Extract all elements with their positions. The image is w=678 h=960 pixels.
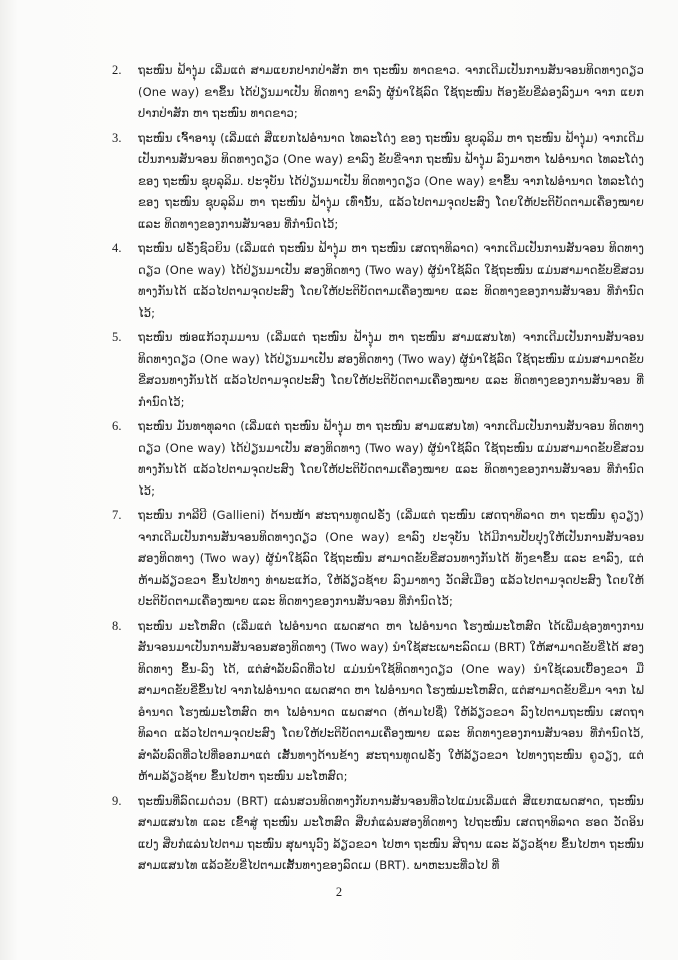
item-text: ຖະໜົນ ຝຣັ່ງຊົວຍິນ (ເລີ່ມແຕ່ ຖະໜົນ ຟ້າງຸ່ມ ຫາ ຖະໜົນ ເສດຖາທິລາດ) ຈາກເດີມເປັນການສັນຈອນ ທິດທາງດຽວ (One way) ໄດ້ປ່ຽນມາເປັນ ສອງທິດທາງ (Two way) ຜູ້ນຳໃຊ້ລົດ ໃຊ້ຖະໜົນ ແມ່ນສາມາດຂັບຂີ່ສວນທາງກັນໄດ້ ແລ້ວໄປຕາມຈຸດປະສົງ ໂດຍໃຫ້ປະຕິບັດຕາມເຄື່ອງໝາຍ ແລະ ທິດທາງຂອງການສັນຈອນ ທີ່ກຳນົດໄວ້; (138, 241, 644, 320)
list-item (112, 128, 644, 236)
numbered-list (112, 60, 644, 880)
item-text: ຖະໜົນ ເຈົ້າອານຸ (ເລີ່ມແຕ່ ສີ່ແຍກໄຟອຳນາດ ໄທລະໂດ່ງ ຂອງ ຖະໜົນ ຊຸບລຸລິມ ຫາ ຖະໜົນ ຟ້າງຸ່ມ) ຈາກເດີມເປັນການສັນຈອນ ທິດທາງດຽວ (One way) ຂາລົງ ຂັບຂີ່ຈາກ ຖະໜົນ ຟ້າງຸ່ມ ລົງມາຫາ ໄຟອຳນາດ ໄທລະໂດ່ງ ຂອງ ຖະໜົນ ຊຸບລຸລິມ. ປະຈຸບັນ ໄດ້ປ່ຽນມາເປັນ ທິດທາງດຽວ (One way) ຂາຂຶ້ນ ຈາກໄຟອຳນາດ ໄທລະໂດ່ງ ຂອງ ຖະໜົນ ຊຸບລຸລິມ ຫາ ຖະໜົນ ຟ້າງຸ່ມ ເທົ່ານັ້ນ, ແລ້ວໄປຕາມຈຸດປະສົງ ໂດຍໃຫ້ປະຕິບັດຕາມເຄື່ອງໝາຍ ແລະ ທິດທາງຂອງການສັນຈອນ ທີ່ກຳນົດໄວ້; (138, 130, 644, 231)
page-number: 2 (335, 885, 343, 899)
item-number: 9. (112, 793, 122, 808)
item-text: ຖະໜົນ ໜ່ອແກ້ວກຸມມານ (ເລີ່ມແຕ່ ຖະໜົນ ຟ້າງຸ່ມ ຫາ ຖະໜົນ ສາມແສນໄທ) ຈາກເດີມເປັນການສັນຈອນ ທິດທາງດຽວ (One way) ໄດ້ປ່ຽນມາເປັນ ສອງທິດທາງ (Two way) ຜູ້ນຳໃຊ້ລົດ ໃຊ້ຖະໜົນ ແມ່ນສາມາດຂັບຂີ່ສວນທາງກັນໄດ້ ແລ້ວໄປຕາມຈຸດປະສົງ ໂດຍໃຫ້ປະຕິບັດຕາມເຄື່ອງໝາຍ ແລະ ທິດທາງຂອງການສັນຈອນ ທີ່ກຳນົດໄວ້; (138, 330, 644, 409)
item-text: ຖະໜົນທີ່ລົດເມດ່ວນ (BRT) ແລ່ນສວນທິດທາງກັບການສັນຈອນທີ່ວໄປແມ່ນເລີ່ມແຕ່ ສີ່ແຍກແພດສາດ, ຖະໜົນ ສາມແສນໄທ ແລະ ເຂົ້າສູ່ ຖະໜົນ ມະໂຫສົດ ສີ່ບກໍແລ່ນສອງທິດທາງ ໄປຖະໜົນ ເສດຖາທິລາດ ຮອດ ວັດອິນແປງ ສີ່ບກໍແລ່ນໄປຕາມ ຖະໜົນ ສຸພານຸວົງ ລ້ຽວຂວາ ໄປຫາ ຖະໜົນ ສີຖານ ແລະ ລ້ຽວຊ້າຍ ຂຶ້ນໄປຫາ ຖະໜົນ ສາມແສນໄທ ແລ້ວຂັບຂີ່ໄປຕາມເສັ້ນທາງຂອງລົດເມ (BRT). ພາຫະນະທີ່ວໄປ ທີ່ (138, 793, 644, 872)
item-number: 5. (112, 330, 122, 344)
list-item (112, 60, 644, 125)
item-text: ຖະໜົນ ມະໂຫສົດ (ເລີ່ມແຕ່ ໄຟອຳນາດ ແພດສາດ ຫາ ໄຟອຳນາດ ໂຮງໝໍມະໂຫສົດ ໄດ້ເພີ່ມຊ່ອງທາງການສັນຈອນມາເປັນການສັນຈອນສອງທິດທາງ (Two way) ນຳໃຊ້ສະເພາະລົດເມ (BRT) ໃຫ້ສາມາດຂັບຂີ່ໄດ້ ສອງທິດທາງ ຂຶ້ນ-ລົງ ໄດ້, ແຕ່ສຳລັບລົດທີ່ວໄປ ແມ່ນນຳໃຊ້ທິດທາງດຽວ (One way) ນຳໃຊ້ເລນເບື້ອງຂວາ ມື ສາມາດຂັບຂີ່ຂຶ້ນໄປ ຈາກໄຟອຳນາດ ແພດສາດ ຫາ ໄຟອຳນາດ ໂຮງໝໍມະໂຫສົດ, ແຕ່ສາມາດຂັບຂີ່ມາ ຈາກ ໄຟອຳນາດ ໂຮງໝໍມະໂຫສົດ ຫາ ໄຟອຳນາດ ແພດສາດ (ຫ້າມໄປຊື່) ໃຫ້ລ້ຽວຂວາ ລົງໄປຕາມຖະໜົນ ເສດຖາທິລາດ ແລ້ວໄປຕາມຈຸດປະສົງ ໂດຍໃຫ້ປະຕິບັດຕາມເຄື່ອງໝາຍ ແລະ ທິດທາງຂອງການສັນຈອນ ທີ່ກຳນົດໄວ້, ສຳລັບລົດທີ່ວໄປທີ່ອອກມາແຕ່ ເສັ້ນທາງດ້ານຂ້າງ ສະຖານທູດຝຣັ່ງ ໃຫ້ລ້ຽວຂວາ ໄປທາງຖະໜົນ ຄູວຽງ, ແຕ່ ຫ້າມລ້ຽວຊ້າຍ ຂຶ້ນໄປຫາ ຖະໜົນ ມະໂຫສົດ; (138, 618, 644, 783)
item-number: 6. (112, 419, 122, 433)
list-item (112, 791, 644, 877)
item-number: 2. (112, 63, 122, 77)
list-item (112, 238, 644, 324)
item-number: 3. (112, 130, 122, 145)
list-item (112, 505, 644, 613)
item-number: 7. (112, 508, 122, 522)
item-text: ຖະໜົນ ຟ້າງຸ່ມ ເລີ່ມແຕ່ ສາມແຍກປາກປ່າສັກ ຫາ ຖະໜົນ ທາດຂາວ. ຈາກເດີມເປັນການສັນຈອນທິດທາງດຽວ (One way) ຂາຂຶ້ນ ໄດ້ປ່ຽນມາເປັນ ທິດທາງ ຂາລົງ ຜູ້ນຳໃຊ້ລົດ ໃຊ້ຖະໜົນ ຕ້ອງຂັບຂີ່ລ່ອງລົງມາ ຈາກ ແຍກປາກປ່າສັກ ຫາ ຖະໜົນ ທາດຂາວ; (138, 63, 644, 120)
item-number: 4. (112, 241, 122, 255)
item-text: ຖະໜົນ ກາລີບີ (Gallieni) ດ້ານໜ້າ ສະຖານທູດຝຣັ່ງ (ເລີ່ມແຕ່ ຖະໜົນ ເສດຖາທິລາດ ຫາ ຖະໜົນ ຄູວຽງ) ຈາກເດີມເປັນການສັນຈອນທິດທາງດຽວ (One way) ຂາລົງ ປະຈຸບັນ ໄດ້ມີການປັບປຸງໃຫ້ເປັນການສັນຈອນສອງທິດທາງ (Two way) ຜູ້ນຳໃຊ້ລົດ ໃຊ້ຖະໜົນ ສາມາດຂັບຂີ່ສວນທາງກັນໄດ້ ທັງຂາຂຶ້ນ ແລະ ຂາລົງ, ແຕ່ ຫ້າມລ້ຽວຂວາ ຂຶ້ນໄປທາງ ທ່າພະແກ້ວ, ໃຫ້ລ້ຽວຊ້າຍ ລົງມາທາງ ວັດສີເມືອງ ແລ້ວໄປຕາມຈຸດປະສົງ ໂດຍໃຫ້ປະຕິບັດຕາມເຄື່ອງໝາຍ ແລະ ທິດທາງຂອງການສັນຈອນ ທີ່ກຳນົດໄວ້; (138, 508, 644, 608)
item-number: 8. (112, 618, 122, 633)
list-item (112, 327, 644, 413)
list-item (112, 416, 644, 502)
list-item (112, 616, 644, 788)
item-text: ຖະໜົນ ມັນທາທຸລາດ (ເລີ່ມແຕ່ ຖະໜົນ ຟ້າງຸ່ມ ຫາ ຖະໜົນ ສາມແສນໄທ) ຈາກເດີມເປັນການສັນຈອນ ທິດທາງດຽວ (One way) ໄດ້ປ່ຽນມາເປັນ ສອງທິດທາງ (Two way) ຜູ້ນຳໃຊ້ລົດ ໃຊ້ຖະໜົນ ແມ່ນສາມາດຂັບຂີ່ສວນທາງກັນໄດ້ ແລ້ວໄປຕາມຈຸດປະສົງ ໂດຍໃຫ້ປະຕິບັດຕາມເຄື່ອງໝາຍ ແລະ ທິດທາງຂອງການສັນຈອນ ທີ່ກຳນົດໄວ້; (138, 419, 644, 498)
